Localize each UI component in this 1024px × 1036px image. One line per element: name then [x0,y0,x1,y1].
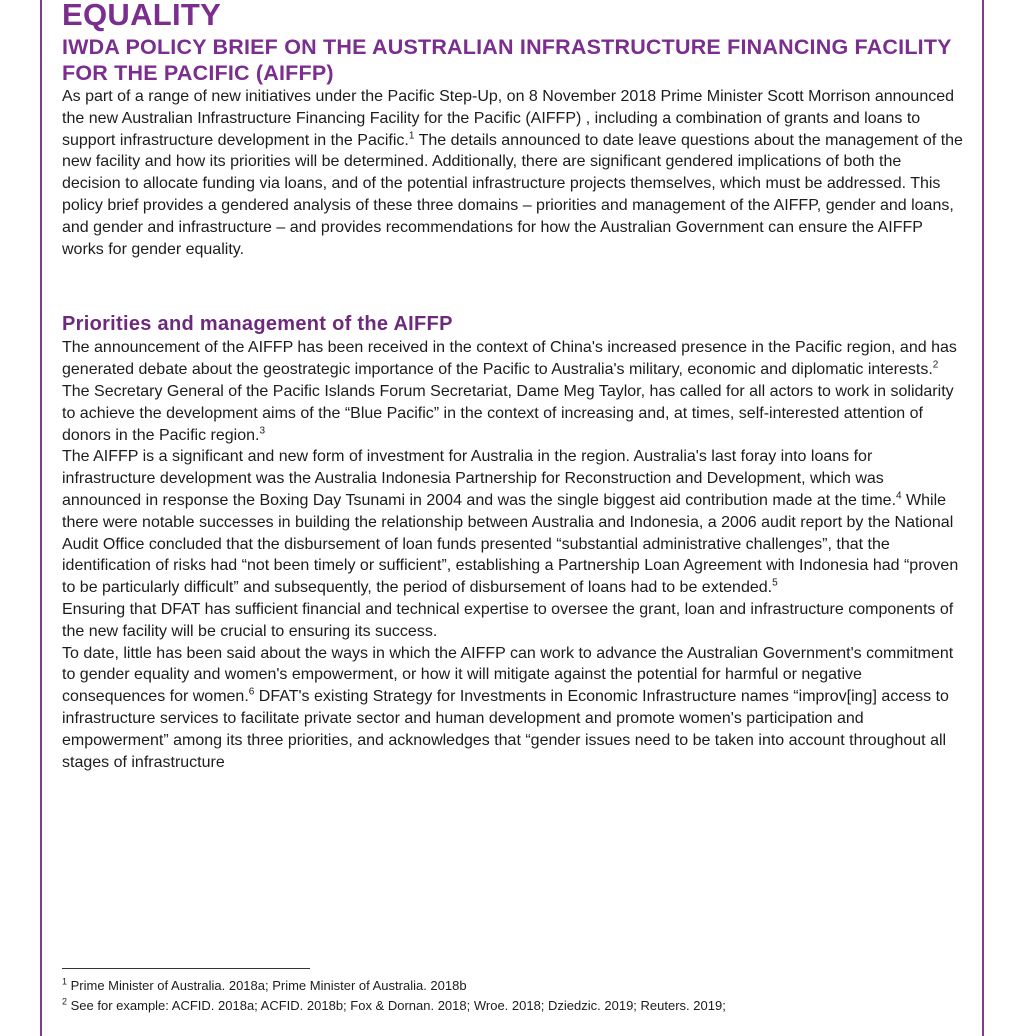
paragraph-1 [62,337,964,446]
document-subtitle: IWDA POLICY BRIEF ON THE AUSTRALIAN INFRASTRUCTURE FINANCING FACILITY FOR THE PACIFIC (AIFFP) [62,35,952,85]
paragraph-2-text-1: The AIFFP is a significant and new form of investment for Australia in the region. Australia's last foray into loans for infrastructure development was the Australia Indonesia Partnership for Reconstruction and Development, which was announced in response the Boxing Day Tsunami in 2004 and was the single biggest aid contribution made at the time. [62,448,897,509]
paragraph-4 [62,643,964,774]
footnote-item [62,976,964,996]
footnote-ref-3[interactable]: 3 [259,425,266,437]
footnote-ref-1[interactable]: 1 [408,130,415,142]
paragraph-4-text-1: To date, little has been said about the ways in which the AIFFP can work to advance the Australian Government's commitment to gender equality and women's empowerment, or how it will mitigate against the potential for harmful or negative consequences for women. [62,644,954,706]
paragraph-2-text-2: While there were notable successes in building the relationship between Australia and Indonesia, a 2006 audit report by the National Audit Office concluded that the disbursement of loan funds presented “substantial administrative challenges”, that the identification of risks had “not been timely or sufficient”, establishing a Partnership Loan Agreement with Indonesia had “proven to be particularly difficult” and subsequently, the period of disbursement of loans had to be extended. [62,491,959,597]
footnote-ref-5[interactable]: 5 [772,577,778,589]
paragraph-1-text-2: The Secretary General of the Pacific Islands Forum Secretariat, Dame Meg Taylor, has called for all actors to work in solidarity to achieve the development aims of the “Blue Pacific” in the context of increasing and, at times, self-interested attention of donors in the Pacific region. [62,382,954,444]
intro-paragraph [62,86,964,260]
paragraph-3: Ensuring that DFAT has sufficient financial and technical expertise to oversee the grant, loan and infrastructure components of the new facility will be crucial to ensuring its success. [62,600,954,640]
footnote-number: 2 [62,996,68,1007]
intro-text-2: The details announced to date leave questions about the management of the new facility and how its priorities will be determined. Additionally, there are significant gendered implications of both the decision to allocate funding via loans, and of the potential infrastructure projects themselves, which must be addressed. This policy brief provides a gendered analysis of these three domains – priorities and management of the AIFFP, gender and loans, and gender and infrastructure – and provides recommendations for how the Australian Government can ensure the AIFFP works for gender equality. [62,131,963,258]
intro-text-1: As part of a range of new initiatives under the Pacific Step-Up, on 8 November 2018 Prime Minister Scott Morrison announced the new Australian Infrastructure Financing Facility for the Pacific (AIFFP) , including a combination of grants and loans to support infrastructure development in the Pacific. [62,88,955,149]
footnote-number: 1 [62,976,68,987]
footnote-text: See for example: ACFID. 2018a; ACFID. 2018b; Fox & Dornan. 2018; Wroe. 2018; Dziedzic. 2019; Reuters. 2019; [67,998,726,1013]
footnote-ref-4[interactable]: 4 [896,490,902,502]
section-heading: Priorities and management of the AIFFP [62,313,453,336]
footnote-divider [62,968,310,969]
footnote-item [62,996,964,1016]
footnote-ref-2[interactable]: 2 [932,359,939,371]
document-body [62,0,964,773]
paragraph-4-text-2: DFAT's existing Strategy for Investments in Economic Infrastructure names “improv[ing] access to infrastructure services to facilitate private sector and human development and promote women's participation and empowerment” among its three priorities, and acknowledges that “gender issues need to be taken into account throughout all stages of infrastructure [62,688,949,771]
footnote-text: Prime Minister of Australia. 2018a; Prime Minister of Australia. 2018b [67,978,467,993]
paragraph-2 [62,446,964,599]
document-title: EQUALITY [62,0,222,32]
footnotes [62,976,964,1016]
footnote-ref-6[interactable]: 6 [248,686,255,698]
paragraph-1-text-1: The announcement of the AIFFP has been received in the context of China's increased presence in the Pacific region, and has generated debate about the geostrategic importance of the Pacific to Australia's military, economic and diplomatic interests. [62,339,957,379]
